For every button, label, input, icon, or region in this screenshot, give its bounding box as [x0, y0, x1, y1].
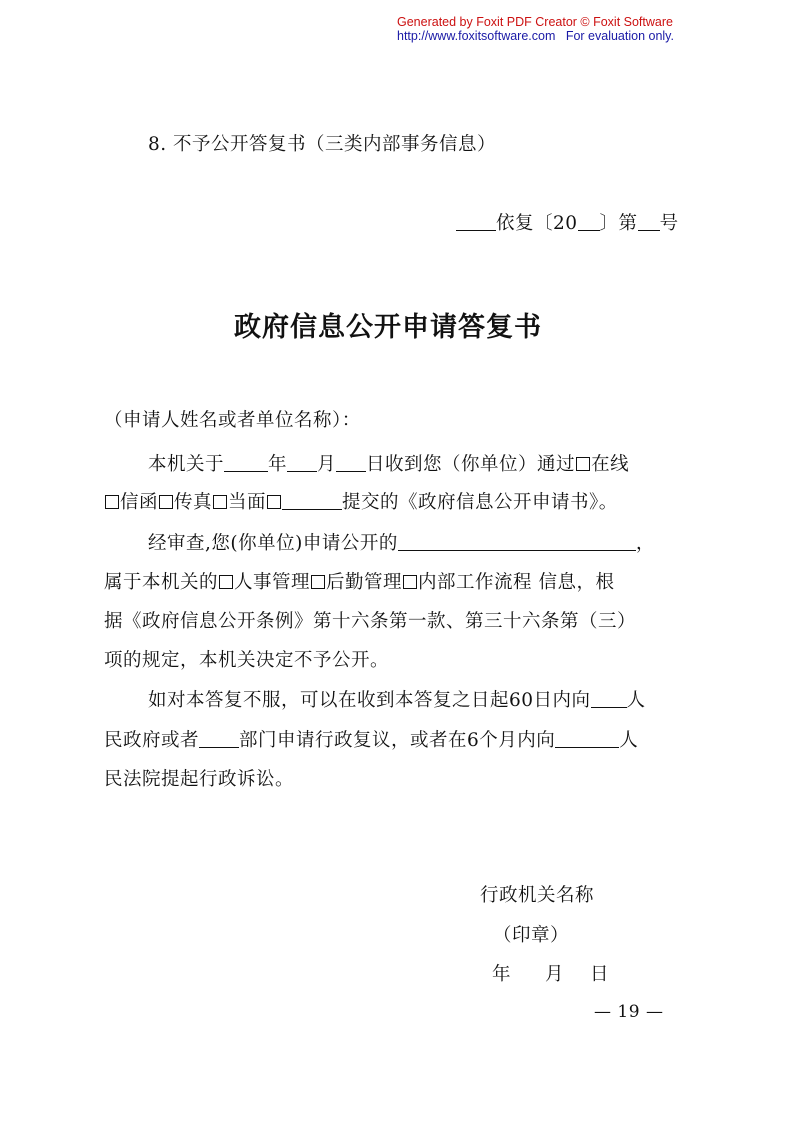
checkbox-letter[interactable] — [105, 495, 119, 509]
date-month: 月 — [545, 964, 565, 985]
doc-number-suffix: 号 — [659, 213, 679, 234]
paragraph-2-line-1: 经审查,您(你单位)申请公开的 ， — [148, 533, 655, 554]
doc-number-prefix: 依复〔20 — [496, 213, 578, 234]
checkbox-online[interactable] — [576, 457, 590, 471]
blank-serial — [638, 212, 660, 231]
blank-receive-day — [336, 453, 366, 472]
paragraph-3-line-2: 民政府或者 部门申请行政复议，或者在6个月内向 人 — [104, 730, 639, 751]
paragraph-2-line-3: 据《政府信息公开条例》第十六条第一款、第三十六条第（三） — [104, 611, 637, 632]
checkbox-in-person[interactable] — [213, 495, 227, 509]
blank-agency-abbr — [456, 212, 496, 231]
paragraph-2-line-4: 项的规定，本机关决定不予公开。 — [104, 650, 390, 671]
blank-department — [199, 729, 239, 748]
signature-date — [492, 963, 609, 987]
watermark-eval-note: For evaluation only. — [565, 29, 674, 43]
blank-court — [555, 729, 619, 748]
blank-year — [578, 212, 600, 231]
watermark-url[interactable]: http://www.foxitsoftware.com — [397, 29, 556, 43]
paragraph-1-line-1: 本机关于 年 月 日收到您（你单位）通过 在线 — [148, 454, 630, 475]
checkbox-internal-workflow[interactable] — [403, 575, 417, 589]
section-heading: 8. 不予公开答复书（三类内部事务信息） — [148, 134, 497, 155]
seal-placeholder: （印章） — [493, 925, 570, 946]
blank-receive-month — [287, 453, 317, 472]
page-number: — 19 — — [594, 1002, 664, 1022]
paragraph-3-line-3: 民法院提起行政诉讼。 — [104, 769, 295, 790]
checkbox-logistics[interactable] — [311, 575, 325, 589]
document-title: 政府信息公开申请答复书 — [234, 312, 542, 343]
date-year: 年 — [492, 964, 512, 985]
watermark-line1: Generated by Foxit PDF Creator © Foxit Software — [397, 15, 673, 29]
paragraph-1-line-2: 信函 传真 当面 提交的《政府信息公开申请书》。 — [104, 491, 618, 515]
salutation: （申请人姓名或者单位名称）： — [104, 410, 361, 431]
blank-other-method — [282, 491, 342, 510]
doc-number-mid: 〕第 — [599, 213, 638, 234]
checkbox-personnel[interactable] — [219, 575, 233, 589]
blank-requested-info — [398, 532, 636, 551]
date-day: 日 — [590, 964, 610, 985]
blank-people-government — [591, 689, 627, 708]
paragraph-2-line-2: 属于本机关的 人事管理 后勤管理 内部工作流程 信息，根 — [104, 572, 615, 593]
blank-receive-year — [224, 453, 268, 472]
paragraph-3-line-1: 如对本答复不服，可以在收到本答复之日起60日内向 人 — [148, 690, 646, 711]
document-number — [456, 212, 679, 236]
checkbox-other[interactable] — [267, 495, 281, 509]
checkbox-fax[interactable] — [159, 495, 173, 509]
watermark-line2 — [397, 29, 674, 44]
agency-name: 行政机关名称 — [480, 885, 595, 906]
